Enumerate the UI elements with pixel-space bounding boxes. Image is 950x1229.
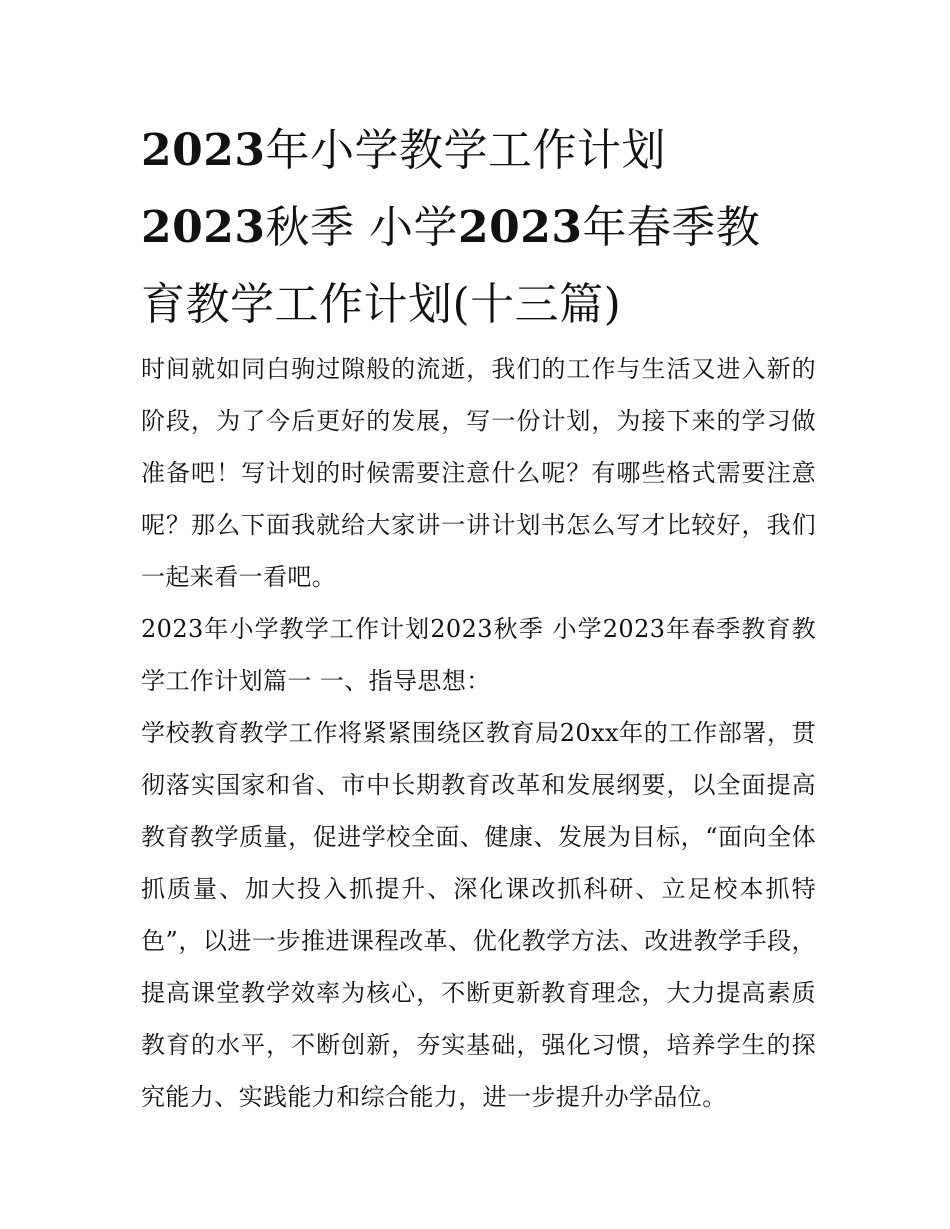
title-text: 年小学教学工作计划	[265, 125, 666, 176]
title-line-3	[141, 266, 816, 343]
section-heading: 2023年小学教学工作计划2023秋季 小学2023年春季教育教学工作计划篇一 一、指导思想：	[141, 615, 816, 695]
title-year-2: 2023	[457, 202, 583, 253]
document-content	[141, 112, 816, 1123]
title-text: 育教学工作计划(十三篇)	[141, 279, 622, 330]
title-text: 秋季 小学	[265, 202, 458, 253]
title-line-2	[141, 189, 816, 266]
intro-paragraph: 时间就如同白驹过隙般的流逝，我们的工作与生活又进入新的阶段，为了今后更好的发展，写一份计划，为接下来的学习做准备吧！写计划的时候需要注意什么呢？有哪些格式需要注意呢？那么下面我就给大家讲一讲计划书怎么写才比较好，我们一起来看一看吧。	[141, 355, 816, 591]
title-year: 2023	[141, 202, 266, 253]
title-year: 2023	[141, 125, 266, 176]
body-paragraph: 学校教育教学工作将紧紧围绕区教育局20xx年的工作部署，贯彻落实国家和省、市中长期教育改革和发展纲要，以全面提高教育教学质量，促进学校全面、健康、发展为目标，“面向全体抓质量、加大投入抓提升、深化课改抓科研、立足校本抓特色”，以进一步推进课程改革、优化教学方法、改进教学手段，提高课堂教学效率为核心，不断更新教育理念，大力提高素质教育的水平，不断创新，夯实基础，强化习惯，培养学生的探究能力、实践能力和综合能力，进一步提升办学品位。	[141, 719, 816, 1111]
title-text-2: 年春季教	[582, 202, 761, 253]
title-line-1	[141, 112, 816, 189]
